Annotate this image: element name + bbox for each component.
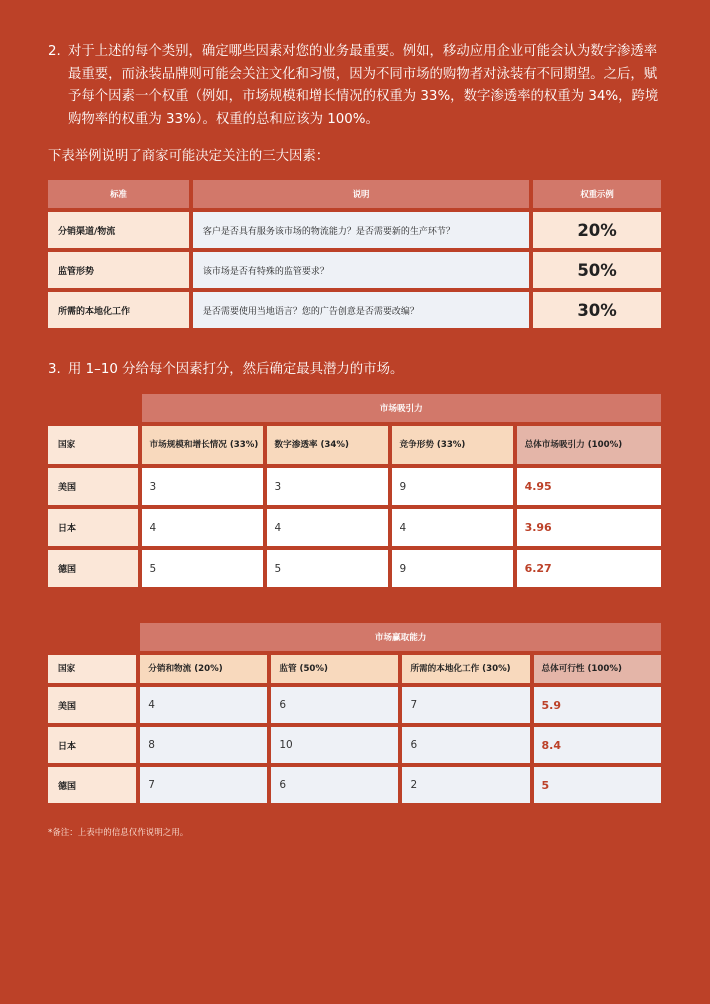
table-row: [48, 252, 661, 288]
score-cell: 8: [140, 727, 267, 763]
score-cell: 7: [402, 687, 529, 723]
table-row: [48, 727, 661, 763]
total-score-cell: 3.96: [517, 509, 661, 546]
table-row: [48, 767, 661, 803]
score-cell: 9: [392, 468, 513, 505]
step-3-paragraph: [48, 359, 668, 382]
winnability-header-row: [48, 655, 661, 683]
criteria-weight: 20%: [533, 212, 661, 248]
criteria-weight: 30%: [533, 292, 661, 328]
attractiveness-group-title: 市场吸引力: [142, 394, 661, 422]
country-label: 日本: [48, 509, 138, 546]
attractiveness-group-row: [48, 394, 661, 422]
blank-corner: [48, 394, 138, 422]
total-score-cell: 5.9: [534, 687, 661, 723]
header-localization: 所需的本地化工作 (30%): [402, 655, 529, 683]
score-cell: 4: [140, 687, 267, 723]
total-score-cell: 5: [534, 767, 661, 803]
score-cell: 5: [142, 550, 263, 587]
blank-corner: [48, 623, 136, 651]
criteria-weight: 50%: [533, 252, 661, 288]
country-label: 美国: [48, 687, 136, 723]
score-cell: 4: [267, 509, 388, 546]
winnability-table: [44, 619, 665, 807]
table-row: [48, 468, 661, 505]
header-competition: 竞争形势 (33%): [392, 426, 513, 464]
country-label: 德国: [48, 767, 136, 803]
criteria-header-weight: 权重示例: [533, 180, 661, 208]
table-row: [48, 550, 661, 587]
header-overall-feasibility: 总体可行性 (100%): [534, 655, 661, 683]
score-cell: 6: [271, 687, 398, 723]
step-3-text: 用 1–10 分给每个因素打分，然后确定最具潜力的市场。: [68, 362, 404, 377]
header-market-size: 市场规模和增长情况 (33%): [142, 426, 263, 464]
winnability-group-title: 市场赢取能力: [140, 623, 661, 651]
criteria-description: 该市场是否有特殊的监管要求？: [193, 252, 529, 288]
step-2-number: 2.: [48, 44, 61, 59]
criteria-description: 是否需要使用当地语言？您的广告创意是否需要改编？: [193, 292, 529, 328]
score-cell: 10: [271, 727, 398, 763]
total-score-cell: 4.95: [517, 468, 661, 505]
step-2-paragraph: [48, 41, 668, 131]
country-label: 日本: [48, 727, 136, 763]
header-overall-attractiveness: 总体市场吸引力 (100%): [517, 426, 661, 464]
criteria-label: 分销渠道/物流: [48, 212, 189, 248]
criteria-label: 所需的本地化工作: [48, 292, 189, 328]
score-cell: 6: [271, 767, 398, 803]
country-label: 德国: [48, 550, 138, 587]
table-row: [48, 687, 661, 723]
table-row: [48, 212, 661, 248]
footnote: *备注：上表中的信息仅作说明之用。: [48, 828, 189, 838]
criteria-header-standard: 标准: [48, 180, 189, 208]
step-2-text: 对于上述的每个类别，确定哪些因素对您的业务最重要。例如，移动应用企业可能会认为数字渗透率最重要，而泳装品牌则可能会关注文化和习惯，因为不同市场的购物者对泳装有不同期望。之后，赋予每个因素一个权重（例如，市场规模和增长情况的权重为 33%，数字渗透率的权重为 34%，跨境购物率的权重为 33%）。权重的总和应该为 100%。: [68, 44, 659, 127]
winnability-group-row: [48, 623, 661, 651]
score-cell: 9: [392, 550, 513, 587]
table-row: [48, 509, 661, 546]
score-cell: 2: [402, 767, 529, 803]
score-cell: 4: [142, 509, 263, 546]
header-digital-penetration: 数字渗透率 (34%): [267, 426, 388, 464]
score-cell: 5: [267, 550, 388, 587]
country-label: 美国: [48, 468, 138, 505]
criteria-label: 监管形势: [48, 252, 189, 288]
criteria-intro: 下表举例说明了商家可能决定关注的三大因素：: [48, 149, 330, 164]
header-country: 国家: [48, 426, 138, 464]
table-row: [48, 292, 661, 328]
header-regulation: 监管 (50%): [271, 655, 398, 683]
score-cell: 3: [142, 468, 263, 505]
step-3-number: 3.: [48, 362, 61, 377]
criteria-header-row: [48, 180, 661, 208]
header-distribution: 分销和物流 (20%): [140, 655, 267, 683]
score-cell: 6: [402, 727, 529, 763]
total-score-cell: 6.27: [517, 550, 661, 587]
attractiveness-table: [44, 390, 665, 591]
criteria-header-description: 说明: [193, 180, 529, 208]
criteria-description: 客户是否具有服务该市场的物流能力？是否需要新的生产环节？: [193, 212, 529, 248]
header-country: 国家: [48, 655, 136, 683]
score-cell: 7: [140, 767, 267, 803]
attractiveness-header-row: [48, 426, 661, 464]
score-cell: 4: [392, 509, 513, 546]
total-score-cell: 8.4: [534, 727, 661, 763]
score-cell: 3: [267, 468, 388, 505]
criteria-table: [44, 176, 665, 332]
